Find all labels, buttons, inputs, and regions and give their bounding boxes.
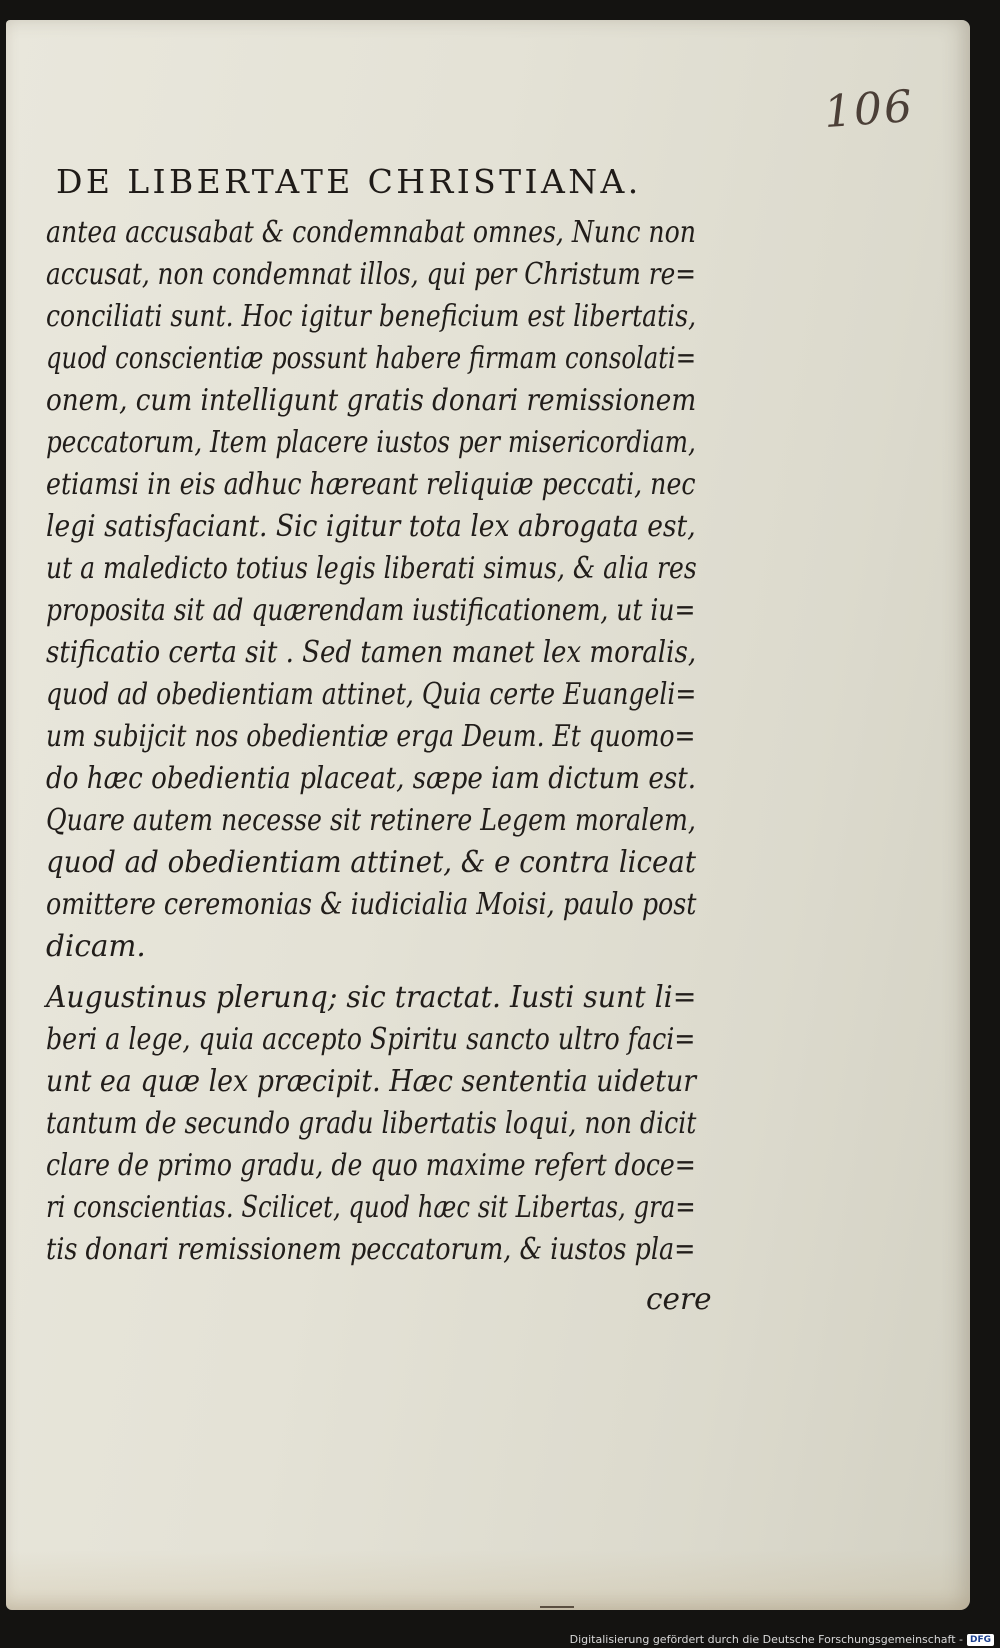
text-line: ri conscientias. Scilicet, quod hæc sit Libertas, gra= (46, 1190, 696, 1224)
text-line: beri a lege, quia accepto Spiritu sancto ultro faci= (46, 1022, 696, 1056)
text-line: Quare autem necesse sit retinere Legem moralem, (46, 803, 696, 837)
text-line: tis donari remissionem peccatorum, & iustos pla= (46, 1232, 696, 1266)
footer-text: Digitalisierung gefördert durch die Deutsche Forschungsgemeinschaft - (569, 1633, 963, 1646)
text-line: quod ad obedientiam attinet, & e contra liceat (46, 845, 696, 879)
text-line: um subijcit nos obedientiæ erga Deum. Et quomo= (46, 719, 696, 753)
text-line: peccatorum, Item placere iustos per misericordiam, (46, 425, 696, 459)
text-line: antea accusabat & condemnabat omnes, Nunc non (46, 215, 696, 249)
running-head: DE LIBERTATE CHRISTIANA. (56, 162, 642, 201)
text-line: proposita sit ad quærendam iustificationem, ut iu= (46, 593, 696, 627)
text-line: stificatio certa sit . Sed tamen manet lex moralis, (46, 635, 697, 669)
digitization-footer (570, 1633, 994, 1646)
book-page (6, 20, 970, 1610)
text-line: dicam. (46, 929, 146, 963)
text-line: quod ad obedientiam attinet, Quia certe Euangeli= (46, 677, 697, 711)
text-line: Augustinus plerunq; sic tractat. Iusti sunt li= (46, 980, 697, 1014)
folio-number: 106 (822, 80, 916, 139)
text-line: quod conscientiæ possunt habere firmam consolati= (46, 341, 697, 375)
text-line: etiamsi in eis adhuc hæreant reliquiæ peccati, nec (46, 467, 696, 501)
text-line: clare de primo gradu, de quo maxime refert doce= (46, 1148, 696, 1182)
text-line: accusat, non condemnat illos, qui per Christum re= (46, 257, 697, 291)
catchword: cere (646, 1282, 712, 1316)
text-line: conciliati sunt. Hoc igitur beneficium est libertatis, (46, 299, 697, 333)
text-line: ut a maledicto totius legis liberati simus, & alia res (46, 551, 697, 585)
dfg-logo-icon: DFG (967, 1634, 994, 1646)
text-line: onem, cum intelligunt gratis donari remissionem (46, 383, 697, 417)
text-line: omittere ceremonias & iudicialia Moisi, paulo post (46, 887, 697, 921)
text-line: tantum de secundo gradu libertatis loqui, non dicit (46, 1106, 697, 1140)
text-line: legi satisfaciant. Sic igitur tota lex abrogata est, (46, 509, 696, 543)
bottom-mark (540, 1606, 574, 1608)
text-line: do hæc obedientia placeat, sæpe iam dictum est. (46, 761, 697, 795)
text-line: unt ea quæ lex præcipit. Hæc sententia uidetur (46, 1064, 697, 1098)
